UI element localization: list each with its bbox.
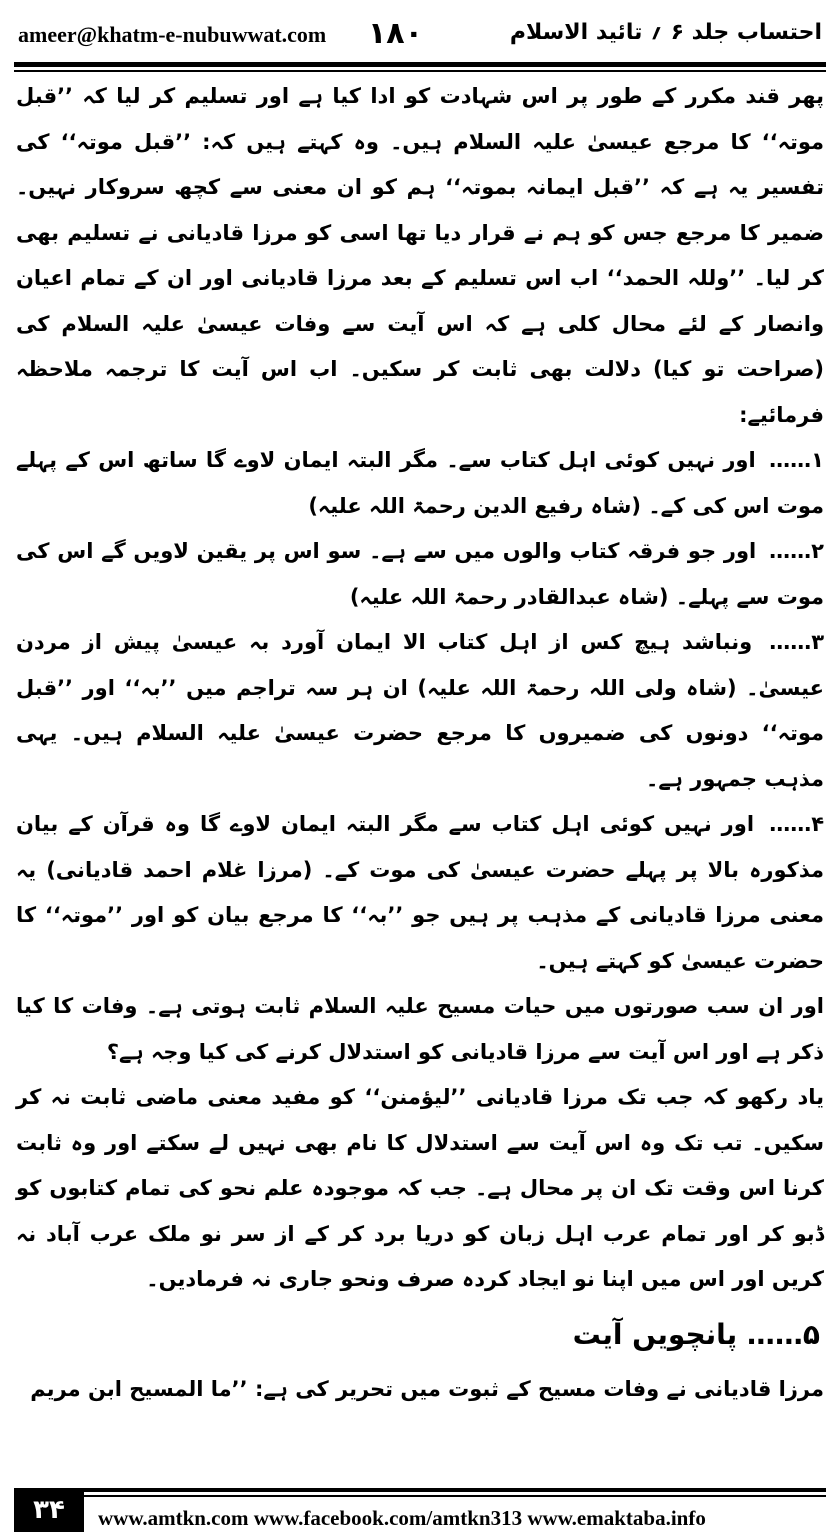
translation-text: اور نہیں کوئی اہل کتاب سے۔ مگر البتہ ایمان لاوے گا ساتھ اس کے پہلے موت اس کی کے۔ (شاہ رفیع الدین رحمۃ اللہ علیہ) <box>16 448 824 518</box>
translation-text: اور نہیں کوئی اہل کتاب سے مگر البتہ ایمان لاوے گا وہ قرآن کے بیان مذکورہ بالا پر پہلے حضرت عیسیٰ کی موت کے۔ (مرزا غلام احمد قادیانی) یہ معنی مرزا قادیانی کے مذہب پر ہیں جو ’’بہ‘‘ کا مرجع بیان کو اور ’’موتہ‘‘ کا حضرت عیسیٰ کو کہتے ہیں۔ <box>16 812 824 973</box>
page-footer <box>0 1484 840 1540</box>
translation-item <box>16 620 824 802</box>
translation-item <box>16 529 824 620</box>
translation-number: ۱…… <box>769 448 824 472</box>
translation-text: ونباشد ہیچ کس از اہل کتاب الا ایمان آورد بہ عیسیٰ پیش از مردن عیسیٰ۔ (شاہ ولی اللہ رحمۃ اللہ علیہ) ان ہر سہ تراجم میں ’’بہ‘‘ اور ’’قبل موتہ‘‘ دونوں کی ضمیروں کا مرجع حضرت عیسیٰ علیہ السلام ہیں۔ یہی مذہب جمہور ہے۔ <box>16 630 824 791</box>
translation-number: ۲…… <box>769 539 824 563</box>
header-email: ameer@khatm-e-nubuwwat.com <box>18 22 327 47</box>
header-series-title: احتساب جلد ۶ ؍ تائید الاسلام <box>509 20 822 45</box>
translation-number: ۳…… <box>769 630 825 654</box>
body-paragraph: اور ان سب صورتوں میں حیات مسیح علیہ السلام ثابت ہوتی ہے۔ وفات کا کیا ذکر ہے اور اس آیت سے مرزا قادیانی کو استدلال کرنے کی کیا وجہ ہے؟ <box>16 994 824 1064</box>
footer-rule-thin <box>84 1495 826 1497</box>
page-body <box>16 74 824 1412</box>
translation-item <box>16 802 824 984</box>
translation-item <box>16 438 824 529</box>
footer-page-box: ۳۴ <box>14 1488 84 1532</box>
translation-text: اور جو فرقہ کتاب والوں میں سے ہے۔ سو اس پر یقین لاویں گے اس کی موت سے پہلے۔ (شاہ عبدالقادر رحمۃ اللہ علیہ) <box>16 539 824 609</box>
section-heading: ۵…… پانچویں آیت <box>572 1317 820 1351</box>
header-rule-thick <box>14 62 826 67</box>
page-header <box>0 0 840 58</box>
footer-links: www.amtkn.com www.facebook.com/amtkn313 www.emaktaba.info <box>98 1506 706 1530</box>
last-paragraph: مرزا قادیانی نے وفات مسیح کے ثبوت میں تحریر کی ہے: ’’ما المسیح ابن مریم <box>30 1376 824 1401</box>
body-paragraph: یاد رکھو کہ جب تک مرزا قادیانی ’’لیؤمنن‘‘ کو مفید معنی ماضی ثابت نہ کر سکیں۔ تب تک وہ اس آیت سے استدلال کا نام بھی نہیں لے سکتے اور وہ ثابت کرنا اس وقت تک ان پر محال ہے۔ جب کہ موجودہ علم نحو کی تمام کتابوں کو ڈبو کر اور تمام عرب اہل زبان کو دریا برد کر کے از سر نو ملک عرب آباد نہ کریں اور اس میں اپنا نو ایجاد کردہ صرف ونحو جاری نہ فرمادیں۔ <box>16 1085 824 1291</box>
header-page-number: ۱۸۰ <box>368 16 423 51</box>
footer-rule-thick <box>84 1488 826 1492</box>
header-rule-thin <box>14 70 826 72</box>
intro-paragraph: پھر قند مکرر کے طور پر اس شہادت کو ادا کیا ہے اور تسلیم کر لیا کہ ’’قبل موتہ‘‘ کا مرجع عیسیٰ علیہ السلام ہیں۔ وہ کہتے ہیں کہ: ’’قبل موتہ‘‘ کی تفسیر یہ ہے کہ ’’قبل ایمانہ بموتہ‘‘ ہم کو ان معنی سے کچھ سروکار نہیں۔ ضمیر کا مرجع جس کو ہم نے قرار دیا تھا اسی کو مرزا قادیانی نے تسلیم بھی کر لیا۔ ’’وللہ الحمد‘‘ اب اس تسلیم کے بعد مرزا قادیانی اور ان کے تمام اعیان وانصار کے لئے محال کلی ہے کہ اس آیت سے وفات عیسیٰ علیہ السلام کی (صراحت تو کیا) دلالت بھی ثابت کر سکیں۔ اب اس آیت کا ترجمہ ملاحظہ فرمائیے: <box>16 84 824 427</box>
translation-number: ۴…… <box>769 812 825 836</box>
